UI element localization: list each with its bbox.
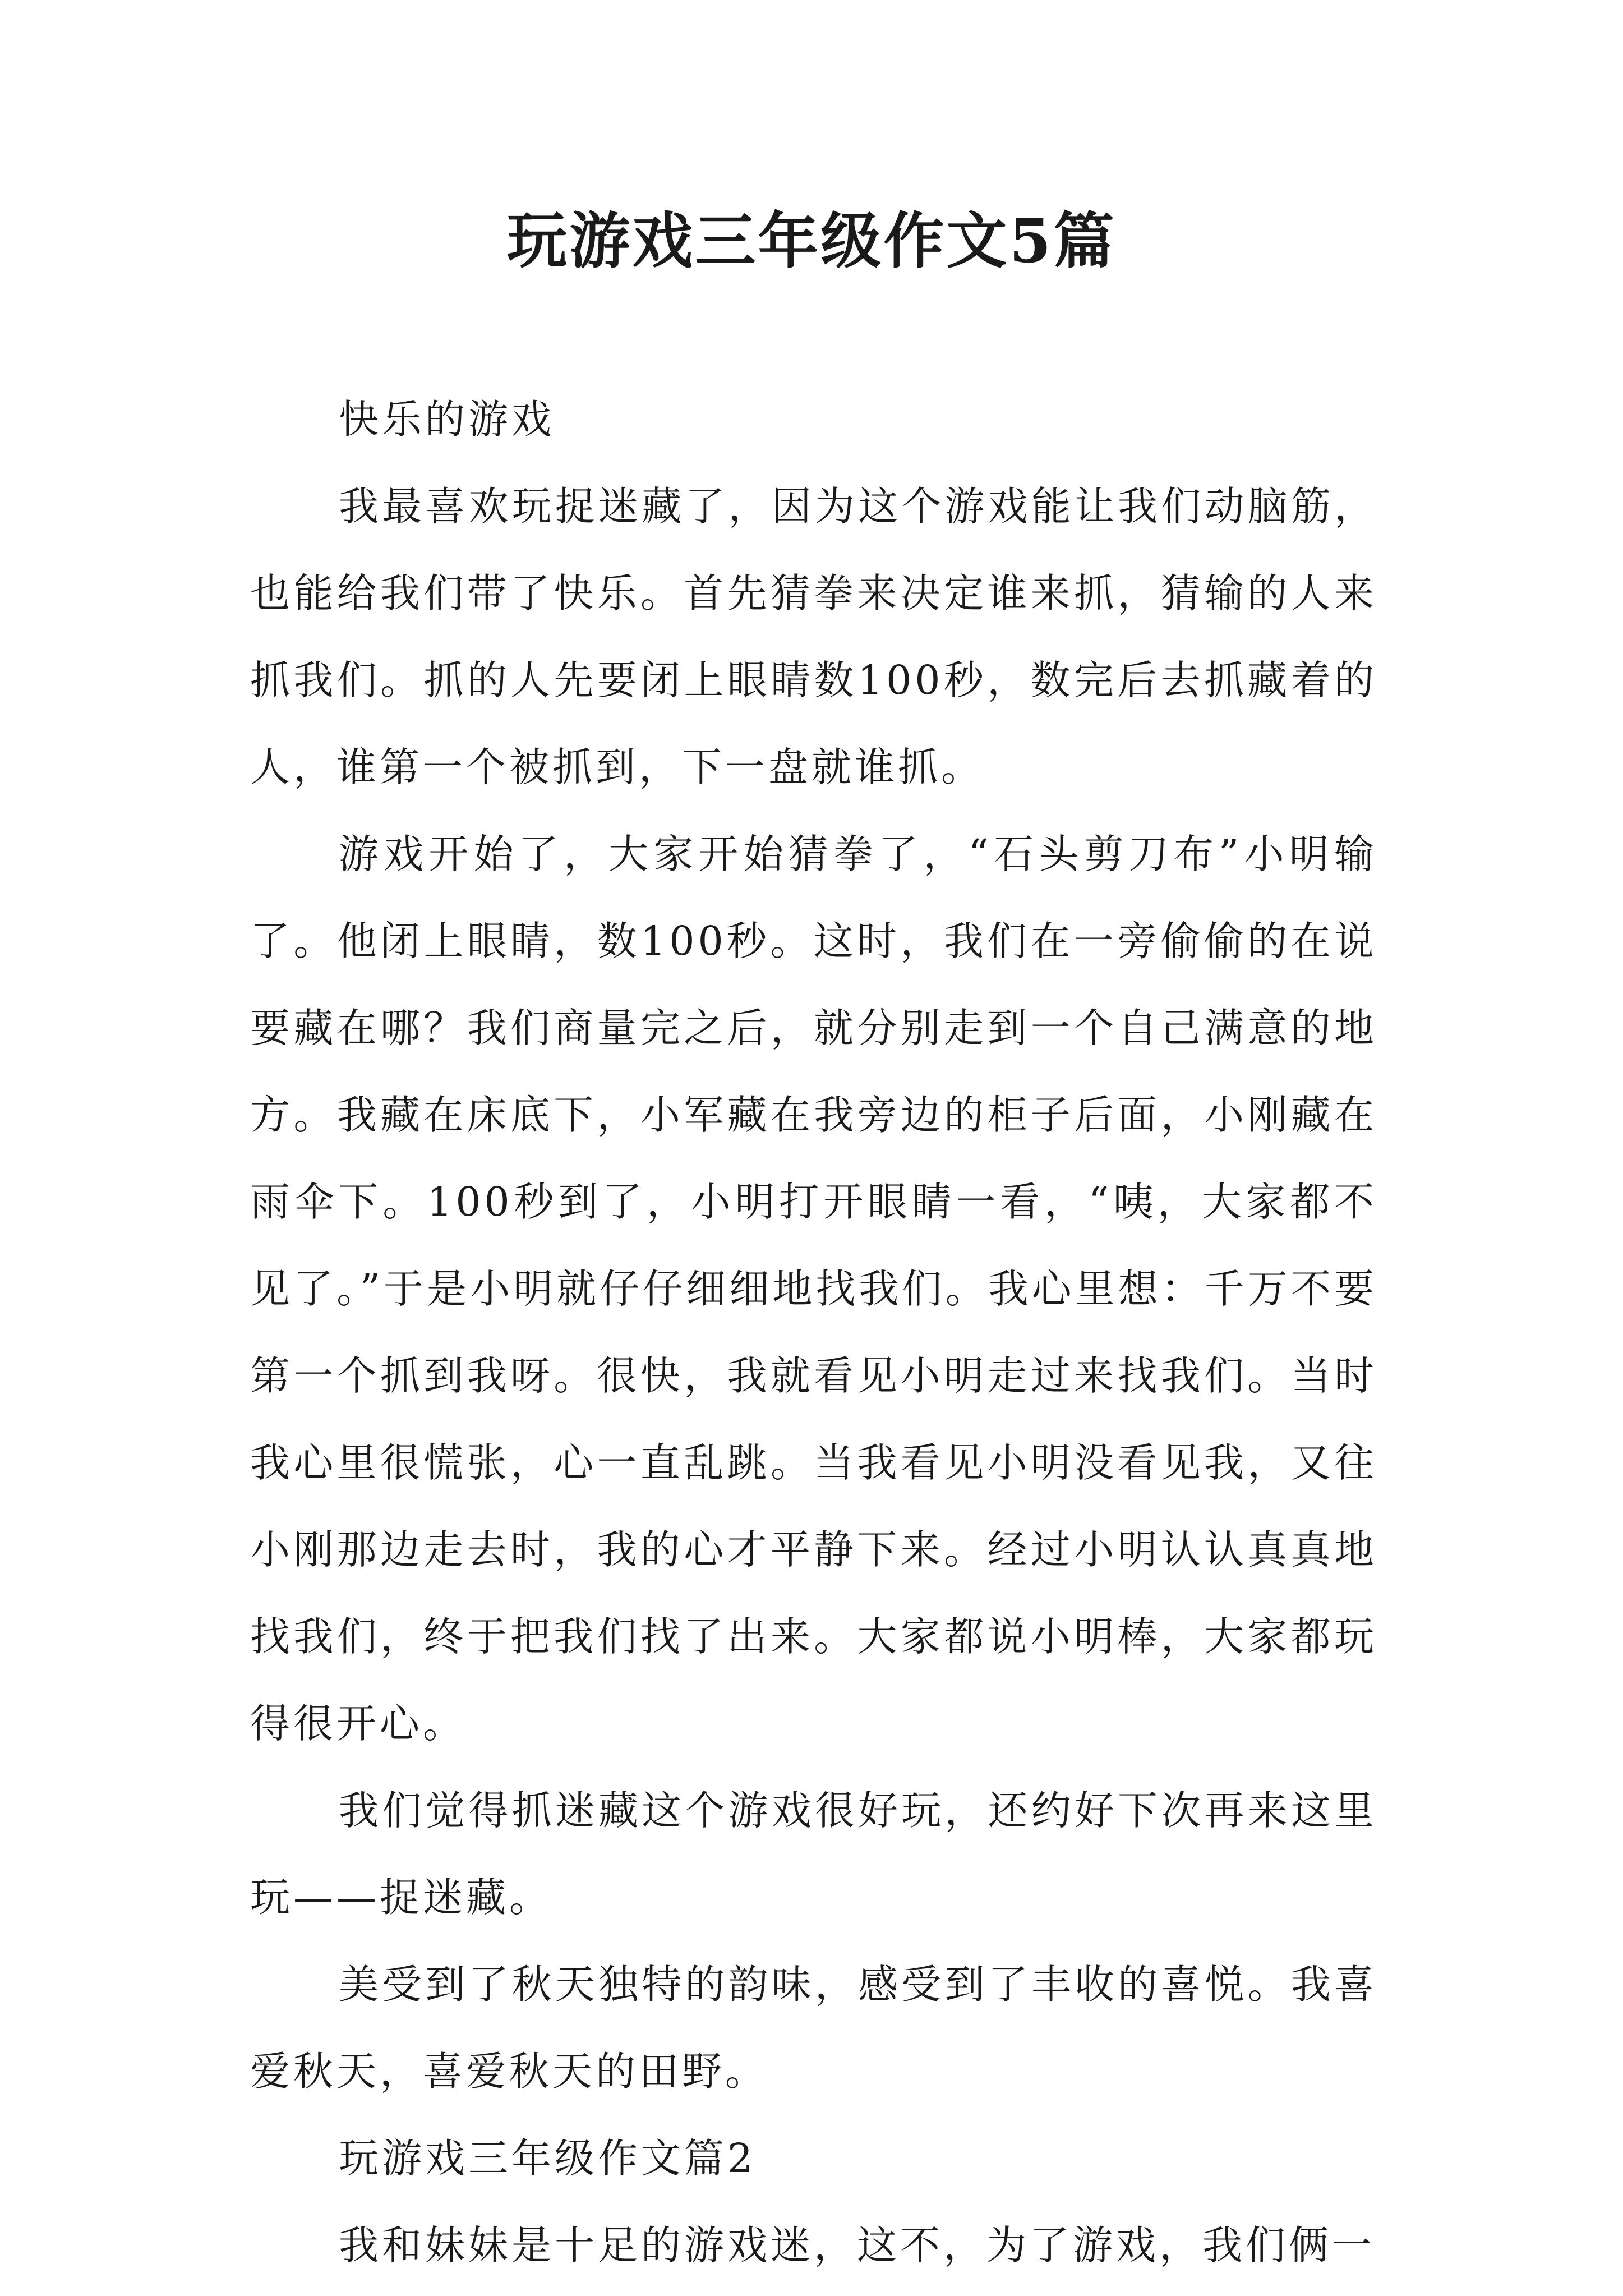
section-heading: 快乐的游戏 [339, 396, 555, 443]
body-paragraph: 我们觉得抓迷藏这个游戏很好玩，还约好下次再来这里玩——捉迷藏。 [250, 1787, 1377, 1921]
document-body [250, 376, 1377, 2289]
section-heading: 玩游戏三年级作文篇2 [339, 2135, 757, 2182]
body-paragraph: 美受到了秋天独特的韵味，感受到了丰收的喜悦。我喜爱秋天，喜爱秋天的田野。 [250, 1961, 1377, 2095]
document-title: 玩游戏三年级作文5篇 [506, 206, 1117, 277]
body-paragraph: 游戏开始了，大家开始猜拳了，“石头剪刀布”小明输了。他闭上眼睛，数100秒。这时，我们在一旁偷偷的在说要藏在哪？我们商量完之后，就分别走到一个自己满意的地方。我藏在床底下，小军藏在我旁边的柜子后面，小刚藏在雨伞下。100秒到了，小明打开眼睛一看，“咦，大家都不见了。”于是小明就仔仔细细地找我们。我心里想：千万不要第一个抓到我呀。很快，我就看见小明走过来找我们。当时我心里很慌张，心一直乱跳。当我看见小明没看见我，又往小刚那边走去时，我的心才平静下来。经过小明认认真真地找我们，终于把我们找了出来。大家都说小明棒，大家都玩得很开心。 [250, 831, 1377, 1747]
body-paragraph: 我和妹妹是十足的游戏迷，这不，为了游戏，我们俩一 [339, 2222, 1376, 2269]
body-paragraph: 我最喜欢玩捉迷藏了，因为这个游戏能让我们动脑筋，也能给我们带了快乐。首先猜拳来决定谁来抓，猜输的人来抓我们。抓的人先要闭上眼睛数100秒，数完后去抓藏着的人，谁第一个被抓到，下一盘就谁抓。 [250, 483, 1377, 790]
